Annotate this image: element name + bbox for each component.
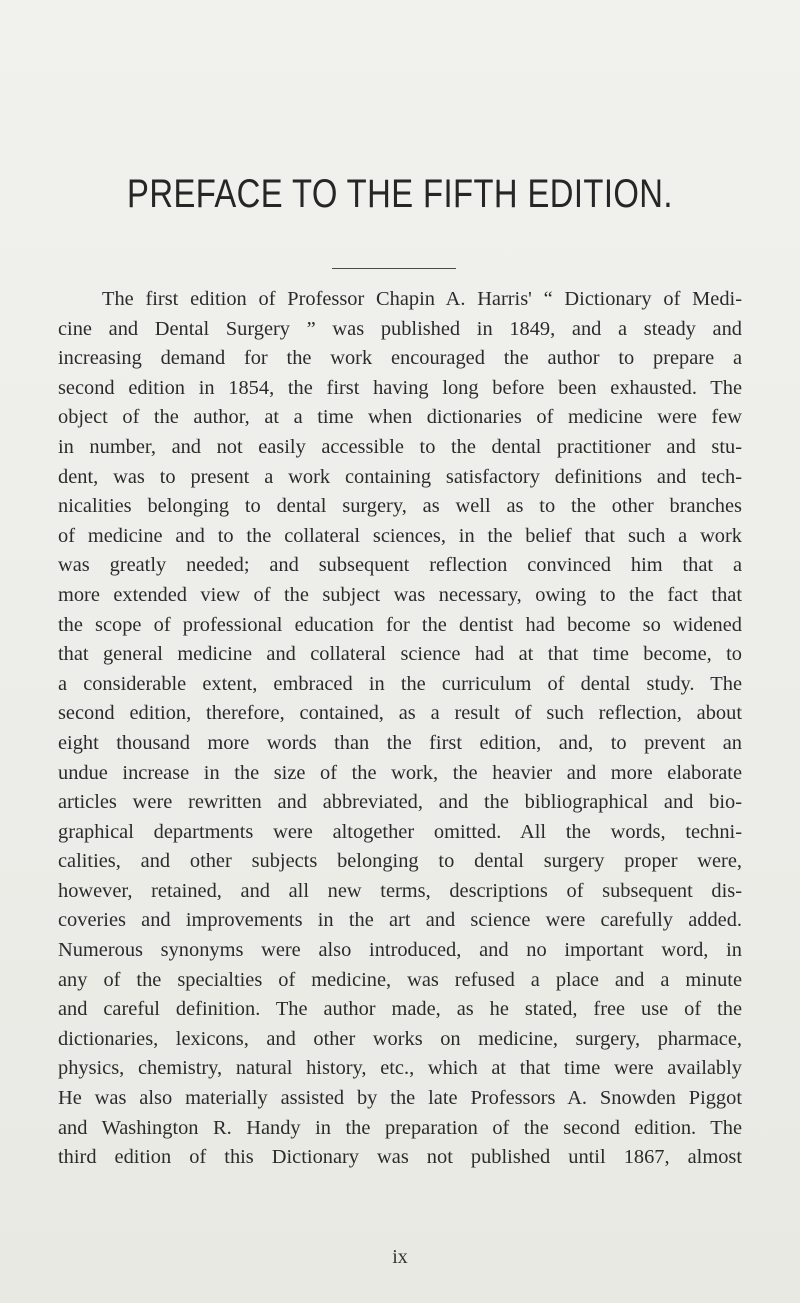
text-line: a considerable extent, embraced in the curriculum of dental study. The [58, 672, 742, 695]
text-line: of medicine and to the collateral sciences, in the belief that such a work [58, 524, 742, 547]
text-line: and Washington R. Handy in the preparation of the second edition. The [58, 1116, 742, 1139]
text-line: graphical departments were altogether omitted. All the words, techni- [58, 820, 742, 843]
text-line: and careful definition. The author made, as he stated, free use of the [58, 998, 742, 1021]
text-line: The first edition of Professor Chapin A. Harris' “ Dictionary of Medi- [102, 288, 742, 310]
text-line: eight thousand more words than the first edition, and, to prevent an [58, 731, 742, 754]
text-line: object of the author, at a time when dictionaries of medicine were few [58, 406, 742, 429]
text-line: increasing demand for the work encouraged the author to prepare a [58, 347, 742, 370]
text-line: the scope of professional education for the dentist had become so widened [58, 613, 742, 636]
text-line: in number, and not easily accessible to the dental practitioner and stu- [58, 435, 742, 458]
page-title: PREFACE TO THE FIFTH EDITION. [127, 172, 673, 216]
title-rule [332, 268, 456, 269]
text-line: second edition, therefore, contained, as a result of such reflection, about [58, 702, 742, 725]
text-line: dent, was to present a work containing satisfactory definitions and tech- [58, 465, 742, 488]
text-line: nicalities belonging to dental surgery, as well as to the other branches [58, 495, 742, 518]
text-line: physics, chemistry, natural history, etc., which at that time were availably [58, 1057, 742, 1080]
text-line: more extended view of the subject was necessary, owing to the fact that [58, 583, 742, 606]
text-line: dictionaries, lexicons, and other works on medicine, surgery, pharmace, [58, 1027, 742, 1050]
text-line: coveries and improvements in the art and science were carefully added. [58, 909, 742, 932]
text-line: calities, and other subjects belonging to dental surgery proper were, [58, 850, 742, 873]
text-line: that general medicine and collateral science had at that time become, to [58, 643, 742, 666]
text-line: Numerous synonyms were also introduced, and no important word, in [58, 939, 742, 962]
text-line: was greatly needed; and subsequent reflection convinced him that a [58, 554, 742, 577]
text-line: any of the specialties of medicine, was refused a place and a minute [58, 968, 742, 991]
text-line: third edition of this Dictionary was not published until 1867, almost [58, 1146, 742, 1169]
text-line: undue increase in the size of the work, the heavier and more elaborate [58, 761, 742, 784]
text-line: He was also materially assisted by the late Professors A. Snowden Piggot [58, 1087, 742, 1110]
preface-body [58, 285, 742, 1173]
text-line: cine and Dental Surgery ” was published in 1849, and a steady and [58, 317, 742, 340]
text-line: however, retained, and all new terms, descriptions of subsequent dis- [58, 879, 742, 902]
text-line: second edition in 1854, the first having long before been exhausted. The [58, 376, 742, 399]
text-line: articles were rewritten and abbreviated, and the bibliographical and bio- [58, 791, 742, 814]
page-number: ix [392, 1246, 408, 1268]
